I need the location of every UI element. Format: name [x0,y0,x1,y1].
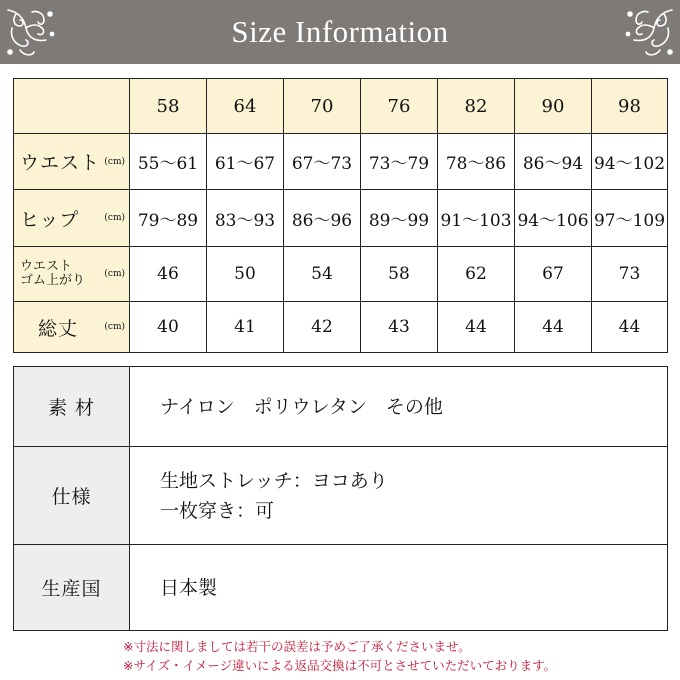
material-value [130,367,668,447]
value-line: ナイロン ポリウレタン その他 [160,395,443,418]
table-row-origin [14,545,668,631]
size-column-header: 76 [361,79,438,134]
row-header-hip [14,190,130,247]
table-cell: 91～103 [438,190,515,247]
table-cell: 79～89 [130,190,207,247]
table-cell: 89～99 [361,190,438,247]
table-cell: 86～96 [284,190,361,247]
table-row-material [14,367,668,447]
table-cell: 67～73 [284,134,361,190]
table-cell: 62 [438,247,515,302]
table-cell: 67 [515,247,592,302]
table-cell: 86～94 [515,134,592,190]
header-banner [0,0,680,64]
unit-label: (cm) [104,269,125,279]
row-label: 総丈 [38,317,79,340]
table-row-length [14,302,668,353]
value-line: 生地ストレッチ：ヨコあり [160,469,388,492]
table-cell: 50 [207,247,284,302]
spec-label: 仕様 [14,447,130,545]
note-line: ※寸法に関しましては若干の誤差は予めご了承くださいませ。 [123,639,471,654]
row-label-line: ゴム上がり [20,273,86,288]
origin-value [130,545,668,631]
row-header-waist [14,134,130,190]
table-cell: 40 [130,302,207,353]
table-cell: 46 [130,247,207,302]
table-cell: 41 [207,302,284,353]
table-cell: 42 [284,302,361,353]
value-line: 日本製 [160,576,218,599]
unit-label: (cm) [104,213,125,223]
row-label: ウエスト [20,152,101,174]
flourish-ornament-icon [2,4,62,60]
table-cell: 94～106 [515,190,592,247]
table-cell: 44 [592,302,668,353]
spec-value [130,447,668,545]
note-line: ※サイズ・イメージ違いによる返品交換は不可とさせていただいております。 [123,658,557,673]
table-row-waist [14,134,668,190]
row-header-length [14,302,130,353]
unit-label: (cm) [104,156,125,167]
table-cell: 43 [361,302,438,353]
origin-label: 生産国 [14,545,130,631]
table-cell: 78～86 [438,134,515,190]
table-cell: 61～67 [207,134,284,190]
row-label [20,260,85,288]
material-label: 素 材 [14,367,130,447]
row-label: ヒップ [20,208,80,231]
table-cell: 97～109 [592,190,668,247]
size-column-header: 64 [207,79,284,134]
size-column-header: 82 [438,79,515,134]
flourish-ornament-icon [618,4,678,60]
page-title: Size Information [231,14,449,49]
table-cell: 94～102 [592,134,668,190]
table-cell: 54 [284,247,361,302]
disclaimer-notes [123,637,556,675]
table-row-waist-elastic [14,247,668,302]
size-header-row [14,79,668,134]
table-row-hip [14,190,668,247]
table-cell: 44 [515,302,592,353]
row-header-waist-elastic [14,247,130,302]
table-cell: 44 [438,302,515,353]
table-row-spec [14,447,668,545]
row-label-line: ウエスト [20,259,73,274]
size-column-header: 58 [130,79,207,134]
unit-label: (cm) [104,322,125,332]
table-cell: 55～61 [130,134,207,190]
size-table [13,78,668,353]
size-column-header: 90 [515,79,592,134]
size-column-header: 70 [284,79,361,134]
table-cell: 83～93 [207,190,284,247]
table-cell: 73～79 [361,134,438,190]
table-cell: 58 [361,247,438,302]
value-line: 一枚穿き：可 [160,499,275,522]
table-cell: 73 [592,247,668,302]
table-corner-cell [14,79,130,134]
size-column-header: 98 [592,79,668,134]
material-table [13,366,668,631]
